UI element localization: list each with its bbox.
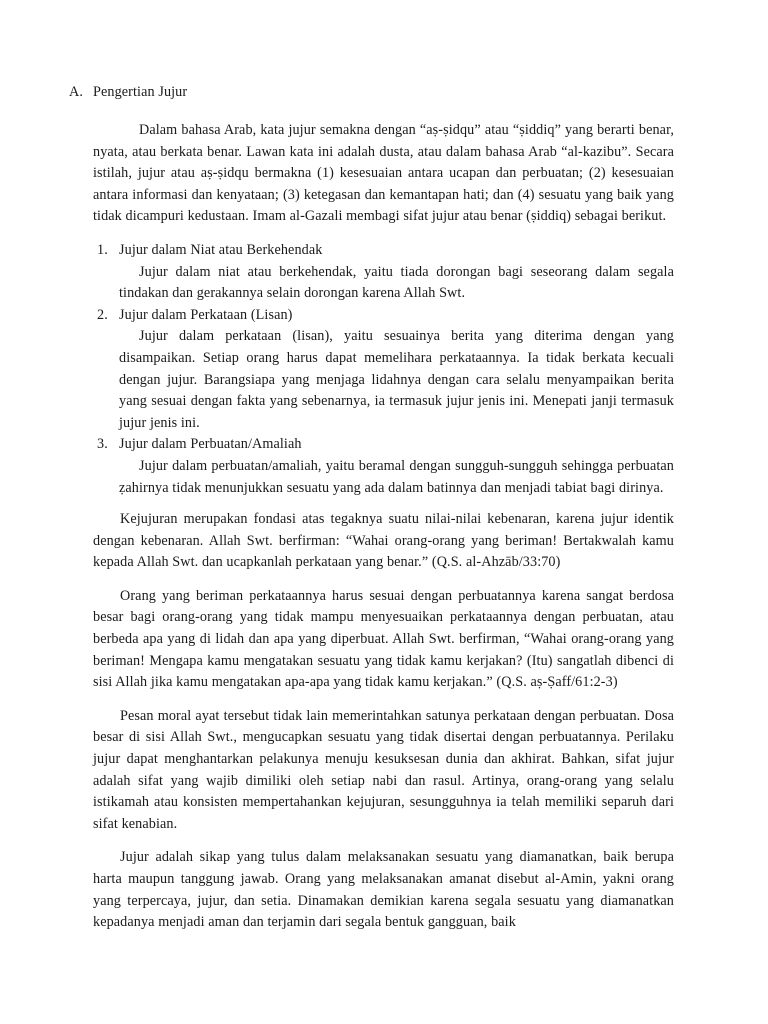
document-page (69, 82, 674, 946)
section-heading (69, 82, 674, 104)
section-title: Pengertian Jujur (93, 84, 188, 100)
body-paragraph: Kejujuran merupakan fondasi atas tegaknya suatu nilai-nilai kebenaran, karena jujur identik dengan kebenaran. Allah Swt. berfirman: “Wahai orang-orang yang beriman! Bertakwalah kamu kepada Allah Swt. dan ucapkanlah perkataan yang benar.” (Q.S. al-Ahzāb/33:70) (93, 511, 674, 571)
list-item-number: 1. (97, 241, 108, 258)
list-item-number: 2. (97, 306, 108, 323)
list-item (93, 305, 674, 435)
honesty-types-list (93, 240, 674, 499)
list-item-title: Jujur dalam Perkataan (Lisan) (119, 306, 293, 323)
list-item-number: 3. (97, 436, 108, 453)
list-item-title: Jujur dalam Niat atau Berkehendak (119, 241, 323, 258)
section-marker: A. (69, 84, 83, 100)
list-item (93, 240, 674, 305)
intro-paragraph: Dalam bahasa Arab, kata jujur semakna dengan “aṣ-ṣidqu” atau “ṣiddiq” yang berarti benar, nyata, atau berkata benar. Lawan kata ini adalah dusta, atau dalam bahasa Arab “al-kazibu”. Secara istilah, jujur atau aṣ-ṣidqu bermakna (1) kesesuaian antara ucapan dan perbuatan; (2) kesesuaian antara informasi dan kenyataan; (3) ketegasan dan kemantapan hati; dan (4) sesuatu yang baik yang tidak dicampuri kedustaan. Imam al-Gazali membagi sifat jujur atau benar (ṣiddiq) sebagai berikut. (93, 122, 674, 225)
list-item-title: Jujur dalam Perbuatan/Amaliah (119, 436, 302, 453)
list-item-body: Jujur dalam perbuatan/amaliah, yaitu beramal dengan sungguh-sungguh sehingga perbuatan ẓahirnya tidak menunjukkan sesuatu yang ada dalam batinnya dan menjadi tabiat bagi dirinya. (119, 457, 674, 496)
body-paragraph: Jujur adalah sikap yang tulus dalam melaksanakan sesuatu yang diamanatkan, baik berupa harta maupun tanggung jawab. Orang yang melaksanakan amanat disebut al-Amin, yakni orang yang terpercaya, jujur, dan setia. Dinamakan demikian karena segala sesuatu yang diamanatkan kepadanya menjadi aman dan terjamin dari segala bentuk gangguan, baik (93, 849, 674, 931)
body-paragraph: Pesan moral ayat tersebut tidak lain memerintahkan satunya perkataan dengan perbuatan. Dosa besar di sisi Allah Swt., mengucapkan sesuatu yang tidak disertai dengan perbuatannya. Perilaku jujur dapat menghantarkan pelakunya menuju kesuksesan dunia dan akhirat. Bahkan, sifat jujur adalah sifat yang wajib dimiliki oleh setiap nabi dan rasul. Artinya, orang-orang yang selalu istikamah atau konsisten mempertahankan kejujuran, sesungguhnya ia telah memiliki separuh dari sifat kenabian. (93, 707, 674, 832)
list-item-body: Jujur dalam niat atau berkehendak, yaitu tiada dorongan bagi seseorang dalam segala tindakan dan gerakannya selain dorongan karena Allah Swt. (119, 263, 674, 302)
list-item-body: Jujur dalam perkataan (lisan), yaitu sesuainya berita yang diterima dengan yang disampaikan. Setiap orang harus dapat memelihara perkataannya. Ia tidak berkata kecuali dengan jujur. Barangsiapa yang menjaga lidahnya dengan cara selalu menyampaikan berita yang sesuai dengan fakta yang sebenarnya, ia termasuk jujur jenis ini. Menepati janji termasuk jujur jenis ini. (119, 328, 674, 431)
list-item (93, 434, 674, 499)
body-paragraph: Orang yang beriman perkataannya harus sesuai dengan perbuatannya karena sangat berdosa besar bagi orang-orang yang tidak mampu menyesuaikan perkataannya dengan perbuatan, atau berbeda apa yang di lidah dan apa yang diperbuat. Allah Swt. berfirman, “Wahai orang-orang yang beriman! Mengapa kamu mengatakan sesuatu yang tidak kamu kerjakan? (Itu) sangatlah dibenci di sisi Allah jika kamu mengatakan apa-apa yang tidak kamu kerjakan.” (Q.S. aṣ-Ṣaff/61:2-3) (93, 587, 674, 691)
